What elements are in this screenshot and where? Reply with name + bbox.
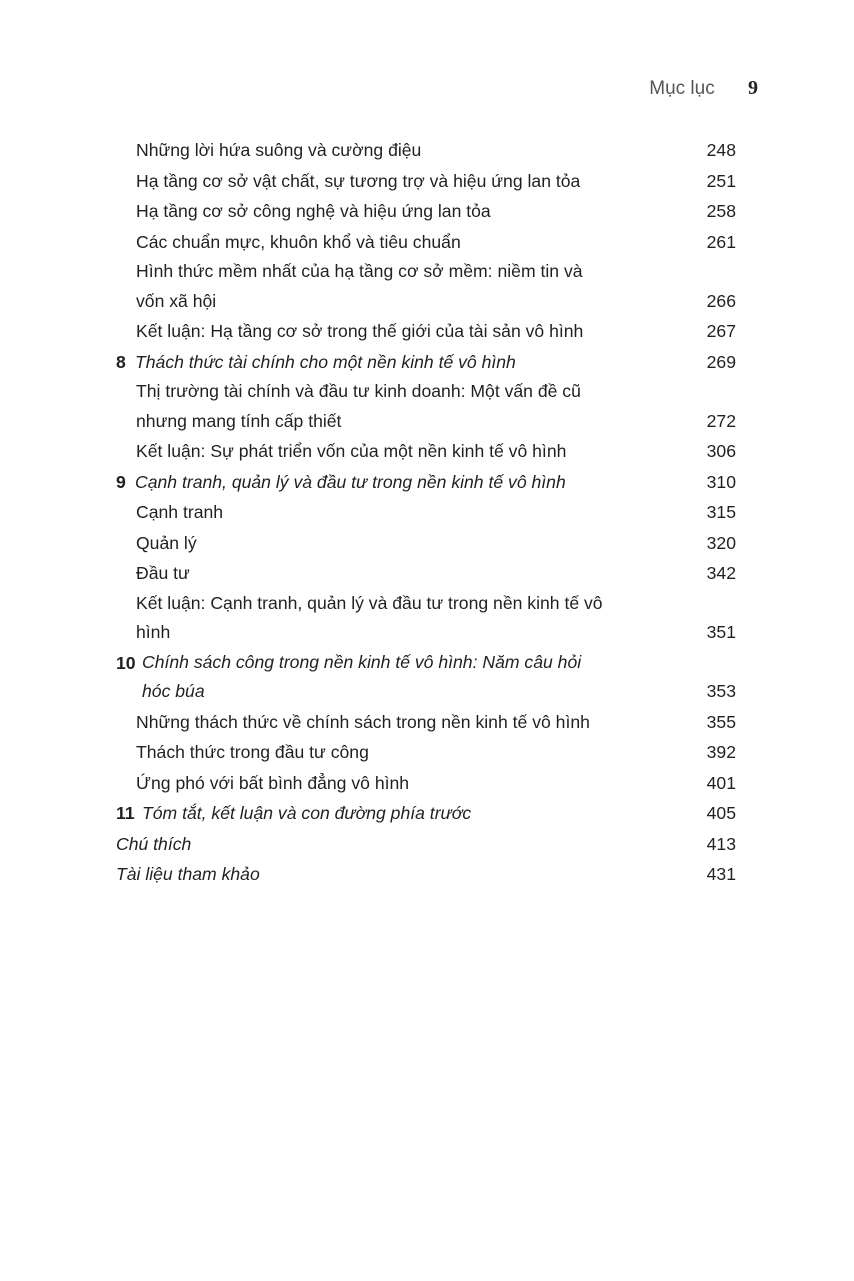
- entry-title-line: hình: [136, 622, 171, 642]
- chapter-number: 10: [116, 652, 136, 673]
- entry-title: [116, 166, 736, 197]
- toc-section-entry: [116, 558, 736, 589]
- entry-page-number: 413: [706, 833, 736, 854]
- entry-title: [116, 196, 736, 227]
- toc-chapter-entry: [116, 648, 736, 707]
- entry-title: [116, 347, 736, 378]
- toc-section-entry: [116, 768, 736, 799]
- entry-title: [116, 135, 736, 166]
- entry-title: [116, 798, 736, 829]
- toc-section-entry: [116, 436, 736, 467]
- entry-title-line: Hạ tầng cơ sở vật chất, sự tương trợ và hiệu ứng lan tỏa: [136, 170, 581, 191]
- entry-title-line: Thách thức trong đầu tư công: [136, 742, 369, 762]
- toc-chapter-entry: [116, 798, 736, 829]
- entry-title: [116, 316, 736, 347]
- entry-page-number: 261: [706, 231, 736, 252]
- entry-title: [116, 829, 736, 860]
- entry-page-number: 269: [706, 351, 736, 372]
- entry-page-number: 401: [706, 772, 736, 793]
- entry-title-line: Các chuẩn mực, khuôn khổ và tiêu chuẩn: [136, 231, 461, 252]
- toc-chapter-entry: [116, 347, 736, 378]
- entry-title-line: Tài liệu tham khảo: [116, 864, 260, 884]
- entry-title-line: Thị trường tài chính và đầu tư kinh doanh: Một vấn đề cũ: [136, 381, 581, 401]
- entry-page-number: 392: [706, 742, 736, 762]
- entry-title: [116, 707, 736, 738]
- entry-page-number: 248: [706, 140, 736, 160]
- toc-section-entry: [116, 135, 736, 166]
- entry-title: [116, 467, 736, 498]
- entry-title-line: vốn xã hội: [136, 290, 217, 311]
- running-header: [649, 77, 758, 100]
- entry-title: [116, 436, 736, 467]
- entry-title-line: Chú thích: [116, 833, 192, 854]
- entry-title-line: Hạ tầng cơ sở công nghệ và hiệu ứng lan tỏa: [136, 201, 491, 221]
- entry-page-number: 355: [706, 711, 736, 732]
- entry-title-line: Những thách thức về chính sách trong nền kinh tế vô hình: [136, 711, 590, 732]
- toc-section-entry: [116, 528, 736, 559]
- entry-title: [116, 859, 736, 890]
- entry-page-number: 306: [706, 441, 736, 461]
- entry-page-number: 405: [706, 803, 736, 823]
- toc-section-entry: [116, 737, 736, 768]
- entry-page-number: 315: [706, 502, 736, 522]
- toc-section-entry: [116, 227, 736, 258]
- entry-page-number: 342: [706, 563, 736, 583]
- running-header-title: Mục lục: [649, 78, 715, 99]
- entry-title-line: Đầu tư: [136, 563, 190, 583]
- entry-page-number: 351: [706, 622, 736, 642]
- entry-title: [116, 377, 736, 436]
- toc-backmatter-entry: [116, 859, 736, 890]
- toc-section-entry: [116, 377, 736, 436]
- entry-page-number: 320: [706, 532, 736, 553]
- entry-title-line: Ứng phó với bất bình đẳng vô hình: [136, 772, 410, 793]
- entry-title: [116, 768, 736, 799]
- toc-section-entry: [116, 589, 736, 648]
- toc-section-entry: [116, 316, 736, 347]
- entry-title: [116, 497, 736, 528]
- entry-title-line: Kết luận: Hạ tầng cơ sở trong thế giới của tài sản vô hình: [136, 321, 584, 341]
- entry-title: [116, 737, 736, 768]
- entry-title: [116, 227, 736, 258]
- entry-title: [116, 648, 736, 707]
- entry-title: [116, 528, 736, 559]
- toc-section-entry: [116, 497, 736, 528]
- toc-backmatter-entry: [116, 829, 736, 860]
- entry-title: [116, 589, 736, 648]
- entry-title-line: Hình thức mềm nhất của hạ tầng cơ sở mềm: niềm tin và: [136, 261, 583, 281]
- entry-title: [116, 257, 736, 316]
- entry-title-line: Kết luận: Sự phát triển vốn của một nền kinh tế vô hình: [136, 441, 567, 461]
- entry-title-line: Quản lý: [136, 532, 197, 553]
- entry-title: [116, 558, 736, 589]
- entry-title-line: Chính sách công trong nền kinh tế vô hình: Năm câu hỏi: [142, 651, 582, 672]
- entry-page-number: 431: [706, 864, 736, 884]
- entry-page-number: 267: [706, 321, 736, 341]
- toc-section-entry: [116, 166, 736, 197]
- toc-section-entry: [116, 196, 736, 227]
- table-of-contents: [116, 135, 736, 890]
- chapter-number: 8: [116, 351, 126, 372]
- entry-title-line: Cạnh tranh, quản lý và đầu tư trong nền kinh tế vô hình: [135, 471, 566, 492]
- entry-page-number: 251: [706, 170, 736, 191]
- entry-page-number: 353: [706, 681, 736, 701]
- entry-title-line: Những lời hứa suông và cường điệu: [136, 140, 422, 160]
- entry-page-number: 272: [706, 410, 736, 431]
- entry-page-number: 258: [706, 201, 736, 221]
- page-number: 9: [748, 77, 758, 99]
- entry-page-number: 310: [706, 471, 736, 492]
- chapter-number: 11: [116, 803, 135, 823]
- entry-title-line: Kết luận: Cạnh tranh, quản lý và đầu tư trong nền kinh tế vô: [136, 592, 603, 613]
- toc-chapter-entry: [116, 467, 736, 498]
- chapter-number: 9: [116, 471, 126, 492]
- entry-title-line: Thách thức tài chính cho một nền kinh tế vô hình: [135, 351, 516, 372]
- entry-title-line: nhưng mang tính cấp thiết: [136, 410, 342, 431]
- toc-section-entry: [116, 707, 736, 738]
- entry-page-number: 266: [706, 290, 736, 311]
- entry-title-line: Tóm tắt, kết luận và con đường phía trước: [142, 803, 472, 823]
- toc-section-entry: [116, 257, 736, 316]
- entry-title-line: hóc búa: [142, 681, 205, 701]
- entry-title-line: Cạnh tranh: [136, 502, 224, 522]
